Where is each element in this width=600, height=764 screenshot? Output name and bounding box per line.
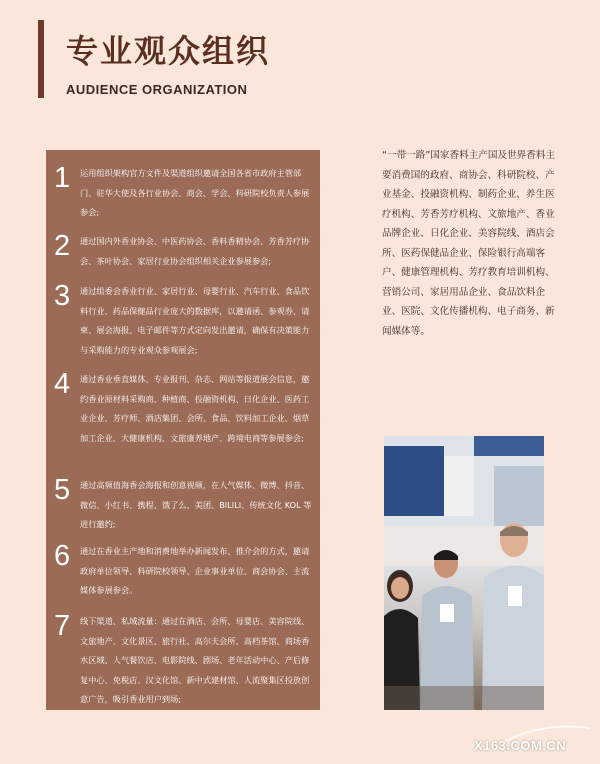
page-subtitle: AUDIENCE ORGANIZATION	[66, 82, 248, 97]
method-number: 6	[54, 540, 71, 572]
page-title: 专业观众组织	[66, 32, 271, 70]
methods-panel	[46, 150, 320, 710]
method-number: 4	[54, 368, 71, 400]
method-text: 通过国内外香业协会、中医药协会、香料香精协会、芳香芳疗协会、茶叶协会、家居行业协会组织相关企业参展参会;	[80, 236, 310, 266]
method-number: 2	[54, 230, 71, 262]
watermark: X163.COM.CN	[474, 738, 567, 753]
exhibition-photo	[384, 436, 544, 710]
exhibition-photo-illustration	[384, 436, 544, 710]
method-text: 线下渠道、私域流量：通过在酒店、会所、母婴店、美容院线、文旅地产、文化景区、旅行社、高尔夫会所、高档茶馆、商场香水区域、人气餐饮店、电影院线、剧场、老年活动中心、产后修复中心、免税店、汉文化馆、新中式建材馆、人流聚集区投放创意广告，吸引香业用户到场;	[80, 616, 310, 704]
method-number: 3	[54, 280, 71, 312]
method-number: 7	[54, 610, 71, 642]
method-number: 1	[54, 162, 71, 194]
method-text: 运用组织架构官方文件及渠道组织邀请全国各省市政府主管部门、驻华大使及各行业协会、商会、学会、科研院校负责人参展参会;	[80, 168, 310, 217]
method-number: 5	[54, 474, 71, 506]
title-accent-bar	[38, 20, 44, 98]
method-text: 通过高频值海香会海报和创意视频，在人气媒体、微博、抖音、微信、小红书、携程、饿了么、美团、BILILI、传统文化 KOL 等进行邀约;	[80, 480, 312, 529]
audience-description: “一带一路”国家香料主产国及世界香料主要消费国的政府、商协会、科研院校、产业基金、投融资机构、制药企业、养生医疗机构、芳香芳疗机构、文旅地产、香业品牌企业、日化企业、美容院线、酒店会所、医药保健品企业、保险银行高端客户、健康管理机构、芳疗教育培训机构、营销公司、家居用品企业、食品饮料企业、医院、文化传播机构、电子商务、新闻媒体等。	[382, 150, 556, 337]
method-text: 通过香业垂直媒体、专业报刊、杂志、网站等报道展会信息，邀约香业原材料采购商、种植商、投融资机构、日化企业、医药工业企业、芳疗师、酒店集团、会所、食品、饮料加工企业、烟草加工企业、大健康机构、文旅康养地产、跨境电商等参展参会;	[80, 374, 310, 443]
method-text: 通过组委会香业行业、家居行业、母婴行业、汽车行业、食品饮料行业、药品保健品行业庞大的数据库，以邀请函、参观券、请柬、展会海报、电子邮件等方式定向发出邀请，确保有决策能力与采购能力的专业观众参观展会;	[80, 286, 310, 355]
method-text: 通过在香业主产地和消费地举办新闻发布、推介会的方式，邀请政府单位领导、科研院校领导、企业事业单位、商会协会、主流媒体参展参会。	[80, 546, 310, 595]
